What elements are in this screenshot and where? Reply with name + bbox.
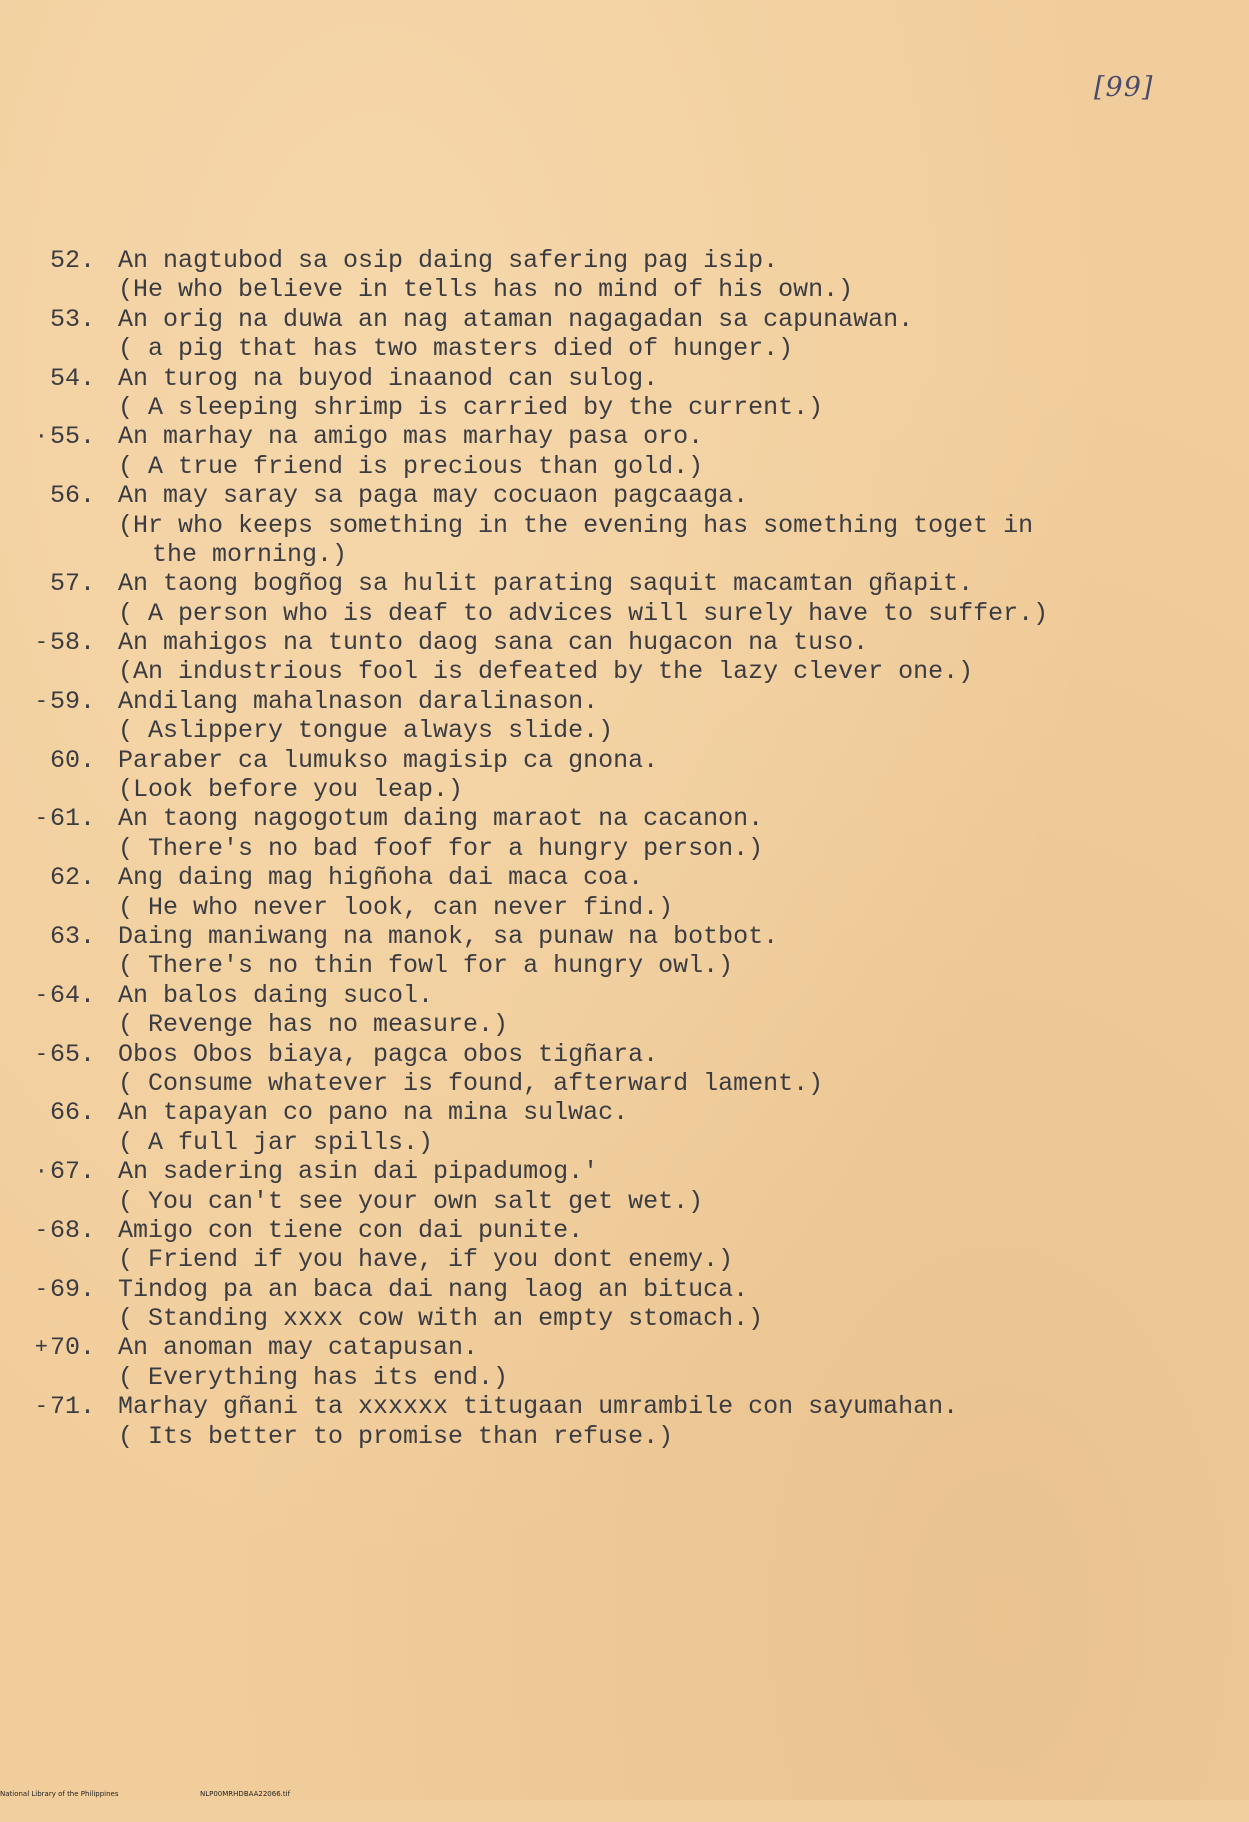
proverb-translation-text: ( Standing xxxx cow with an empty stomach.) <box>118 1304 764 1334</box>
proverb-translation-text: ( There's no thin fowl for a hungry owl.) <box>118 951 734 981</box>
proverb-original-line <box>0 422 1249 451</box>
proverb-translation-text: ( Its better to promise than refuse.) <box>118 1421 674 1451</box>
proverb-translation-line <box>0 951 1249 980</box>
proverb-number: 62. <box>50 863 96 893</box>
margin-mark: - <box>34 1041 48 1067</box>
proverb-entry <box>0 1392 1249 1451</box>
proverb-entry <box>0 863 1249 922</box>
proverb-translation-continuation-text: the morning.) <box>152 539 348 569</box>
proverb-original-text: An may saray sa paga may cocuaon pagcaaga. <box>118 481 749 511</box>
proverb-entry <box>0 1275 1249 1334</box>
proverb-number: 64. <box>50 980 96 1010</box>
proverb-translation-line <box>0 1245 1249 1274</box>
proverb-entry <box>0 628 1249 687</box>
proverb-translation-text: ( Consume whatever is found, afterward lament.) <box>118 1068 824 1098</box>
proverb-number: 52. <box>50 246 96 275</box>
proverb-entry <box>0 1333 1249 1392</box>
proverb-entry <box>0 364 1249 423</box>
proverb-original-line <box>0 1040 1249 1069</box>
proverb-original-text: An balos daing sucol. <box>118 980 434 1010</box>
proverb-original-line <box>0 1216 1249 1245</box>
proverb-original-text: An orig na duwa an nag ataman nagagadan sa capunawan. <box>118 304 914 334</box>
proverb-translation-text: ( You can't see your own salt get wet.) <box>118 1186 704 1216</box>
proverb-original-line <box>0 804 1249 833</box>
proverb-original-text: An tapayan co pano na mina sulwac. <box>118 1098 629 1128</box>
proverb-entry <box>0 569 1249 628</box>
proverb-translation-text: ( Everything has its end.) <box>118 1362 509 1392</box>
proverb-original-line <box>0 364 1249 393</box>
proverb-translation-line <box>0 1069 1249 1098</box>
proverb-original-text: An taong nagogotum daing maraot na cacanon. <box>118 804 764 834</box>
proverb-entry <box>0 687 1249 746</box>
proverb-number: 67. <box>50 1157 96 1187</box>
proverb-original-text: An sadering asin dai pipadumog.' <box>118 1157 599 1187</box>
proverb-translation-text: ( a pig that has two masters died of hunger.) <box>118 334 794 364</box>
proverb-number: 61. <box>50 804 96 834</box>
proverb-number: 55. <box>50 422 96 452</box>
proverb-number: 57. <box>50 569 96 599</box>
margin-mark: - <box>34 1217 48 1243</box>
margin-mark: - <box>34 806 48 832</box>
proverb-original-text: Marhay gñani ta xxxxxx titugaan umrambile con sayumahan. <box>118 1392 959 1422</box>
proverb-translation-text: ( Aslippery tongue always slide.) <box>118 716 614 746</box>
proverb-translation-line <box>0 893 1249 922</box>
proverb-translation-text: ( A person who is deaf to advices will surely have to suffer.) <box>118 598 1049 628</box>
proverb-original-line <box>0 746 1249 775</box>
proverb-original-text: Daing maniwang na manok, sa punaw na botbot. <box>118 921 779 951</box>
proverb-original-text: An mahigos na tunto daog sana can hugacon na tuso. <box>118 628 869 658</box>
proverb-original-text: Amigo con tiene con dai punite. <box>118 1215 584 1245</box>
margin-mark: · <box>34 1159 48 1185</box>
proverb-original-line <box>0 628 1249 657</box>
page-number: [99] <box>1094 72 1154 103</box>
proverb-original-line <box>0 1157 1249 1186</box>
footer-library: National Library of the Philippines <box>0 1790 119 1798</box>
proverb-original-text: Ang daing mag higñoha dai maca coa. <box>118 863 644 893</box>
proverb-number: 58. <box>50 628 96 658</box>
proverb-number: 59. <box>50 686 96 716</box>
proverb-translation-line <box>0 1363 1249 1392</box>
proverb-entry <box>0 804 1249 863</box>
archive-footer <box>0 1789 1249 1800</box>
proverb-entry <box>0 481 1249 569</box>
proverb-number: 65. <box>50 1039 96 1069</box>
proverb-translation-line <box>0 716 1249 745</box>
proverb-translation-text: (An industrious fool is defeated by the lazy clever one.) <box>118 657 974 687</box>
margin-mark: - <box>34 688 48 714</box>
proverb-number: 71. <box>50 1392 96 1422</box>
proverb-original-line <box>0 569 1249 598</box>
proverb-number: 68. <box>50 1215 96 1245</box>
proverb-original-line <box>0 1392 1249 1421</box>
proverb-original-line <box>0 922 1249 951</box>
proverb-translation-line <box>0 1422 1249 1451</box>
proverb-translation-text: ( A full jar spills.) <box>118 1127 434 1157</box>
proverb-translation-line <box>0 775 1249 804</box>
proverb-translation-text: ( A sleeping shrimp is carried by the current.) <box>118 392 824 422</box>
proverb-entry <box>0 981 1249 1040</box>
proverb-entry <box>0 1216 1249 1275</box>
proverb-number: 69. <box>50 1274 96 1304</box>
proverb-entry <box>0 1040 1249 1099</box>
proverb-translation-text: (Look before you leap.) <box>118 775 464 805</box>
proverb-translation-line <box>0 834 1249 863</box>
proverb-original-text: An marhay na amigo mas marhay pasa oro. <box>118 422 704 452</box>
proverb-number: 66. <box>50 1098 96 1128</box>
proverb-original-line <box>0 981 1249 1010</box>
proverb-original-text: Obos Obos biaya, pagca obos tigñara. <box>118 1039 659 1069</box>
margin-mark: - <box>34 630 48 656</box>
proverb-translation-text: ( Friend if you have, if you dont enemy.) <box>118 1245 734 1275</box>
proverb-number: 53. <box>50 304 96 334</box>
margin-mark: · <box>34 424 48 450</box>
proverb-original-line <box>0 687 1249 716</box>
proverb-number: 54. <box>50 363 96 393</box>
proverb-translation-line <box>0 334 1249 363</box>
proverb-translation-continuation-line <box>0 540 1249 569</box>
footer-file-id: NLP00MRHDBAA22066.tif <box>200 1790 291 1798</box>
proverb-entry <box>0 305 1249 364</box>
proverb-translation-text: ( A true friend is precious than gold.) <box>118 451 704 481</box>
proverb-original-line <box>0 246 1249 275</box>
proverb-translation-line <box>0 1187 1249 1216</box>
proverb-entry <box>0 1098 1249 1157</box>
margin-mark: - <box>34 982 48 1008</box>
proverb-original-line <box>0 481 1249 510</box>
proverb-original-text: An nagtubod sa osip daing safering pag isip. <box>118 246 779 275</box>
proverb-translation-text: ( Revenge has no measure.) <box>118 1010 509 1040</box>
proverb-number: 70. <box>50 1333 96 1363</box>
margin-mark: + <box>34 1335 48 1361</box>
proverb-original-text: Tindog pa an baca dai nang laog an bituca. <box>118 1274 749 1304</box>
proverb-entry <box>0 422 1249 481</box>
proverb-original-line <box>0 1098 1249 1127</box>
margin-mark: - <box>34 1394 48 1420</box>
proverb-translation-text: (Hr who keeps something in the evening has something toget in <box>118 510 1034 540</box>
proverb-translation-text: ( He who never look, can never find.) <box>118 892 674 922</box>
proverb-list <box>0 246 1249 1451</box>
proverb-translation-line <box>0 511 1249 540</box>
proverb-number: 63. <box>50 921 96 951</box>
proverb-original-line <box>0 863 1249 892</box>
proverb-entry <box>0 746 1249 805</box>
proverb-original-text: An turog na buyod inaanod can sulog. <box>118 363 659 393</box>
margin-mark: - <box>34 1276 48 1302</box>
proverb-entry <box>0 246 1249 305</box>
proverb-translation-line <box>0 275 1249 304</box>
proverb-number: 56. <box>50 481 96 511</box>
proverb-translation-text: ( There's no bad foof for a hungry person.) <box>118 833 764 863</box>
proverb-translation-line <box>0 393 1249 422</box>
proverb-original-text: Andilang mahalnason daralinason. <box>118 686 599 716</box>
proverb-original-text: An taong bogñog sa hulit parating saquit macamtan gñapit. <box>118 569 974 599</box>
proverb-translation-line <box>0 599 1249 628</box>
proverb-translation-line <box>0 1010 1249 1039</box>
proverb-translation-line <box>0 452 1249 481</box>
proverb-original-text: Paraber ca lumukso magisip ca gnona. <box>118 745 659 775</box>
proverb-original-line <box>0 1333 1249 1362</box>
proverb-entry <box>0 1157 1249 1216</box>
proverb-original-text: An anoman may catapusan. <box>118 1333 479 1363</box>
proverb-translation-line <box>0 657 1249 686</box>
proverb-translation-text: (He who believe in tells has no mind of his own.) <box>118 275 854 305</box>
proverb-number: 60. <box>50 745 96 775</box>
proverb-original-line <box>0 1275 1249 1304</box>
proverb-translation-line <box>0 1304 1249 1333</box>
proverb-translation-line <box>0 1128 1249 1157</box>
proverb-entry <box>0 922 1249 981</box>
proverb-original-line <box>0 305 1249 334</box>
